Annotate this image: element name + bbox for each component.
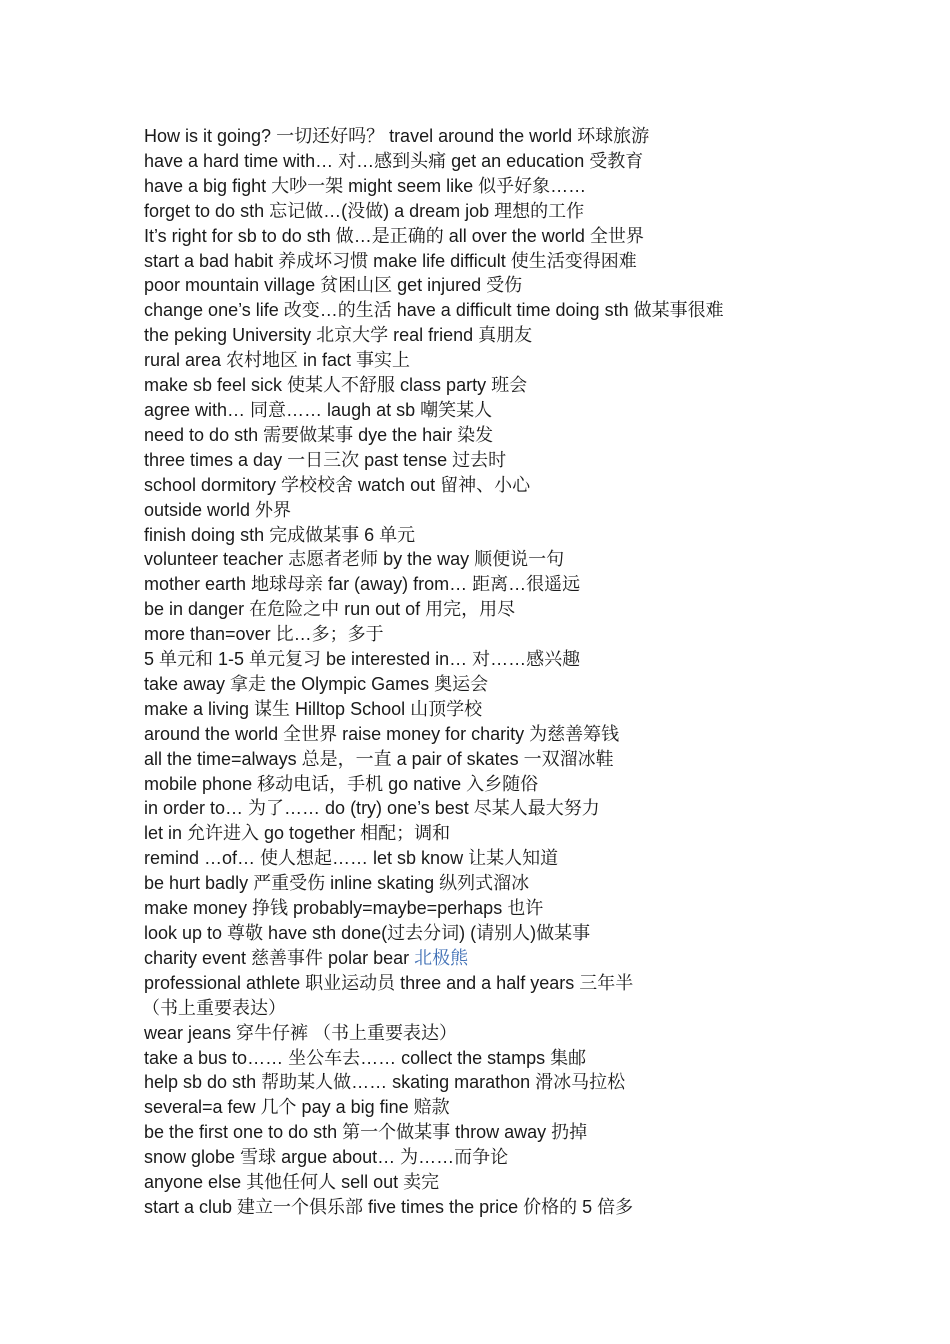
- text-line: volunteer teacher 志愿者老师 by the way 顺便说一句: [144, 549, 565, 570]
- text-line: change one’s life 改变…的生活 have a difficult time doing sth 做某事很难: [144, 300, 724, 321]
- text-line: How is it going? 一切还好吗？ travel around the world 环球旅游: [144, 126, 650, 146]
- text-line: rural area 农村地区 in fact 事实上: [144, 350, 411, 371]
- text-line: be the first one to do sth 第一个做某事 throw away 扔掉: [144, 1122, 588, 1143]
- text-line: make a living 谋生 Hilltop School 山顶学校: [144, 698, 483, 719]
- text-line: start a bad habit 养成坏习惯 make life difficult 使生活变得困难: [144, 250, 637, 271]
- text-line: need to do sth 需要做某事 dye the hair 染发: [144, 424, 494, 445]
- text-line: agree with… 同意…… laugh at sb 嘲笑某人: [144, 399, 493, 420]
- text-line: professional athlete 职业运动员 three and a half years 三年半: [144, 972, 634, 993]
- text-line: be in danger 在危险之中 run out of 用完，用尽: [144, 599, 516, 620]
- text-line: finish doing sth 完成做某事 6 单元: [144, 524, 416, 545]
- text-line: anyone else 其他任何人 sell out 卖完: [144, 1172, 440, 1193]
- text-line: have a hard time with… 对…感到头痛 get an education 受教育: [144, 150, 644, 171]
- text-line: make money 挣钱 probably=maybe=perhaps 也许: [144, 898, 544, 919]
- text-line: help sb do sth 帮助某人做…… skating marathon 滑冰马拉松: [144, 1072, 626, 1093]
- text-line: the peking University 北京大学 real friend 真朋友: [144, 325, 533, 346]
- text-line: wear jeans 穿牛仔裤 （书上重要表达）: [144, 1022, 458, 1043]
- text-line: have a big fight 大吵一架 might seem like 似乎好象……: [144, 175, 587, 196]
- text-line: more than=over 比…多；多于: [144, 624, 384, 645]
- text-line: in order to… 为了…… do (try) one’s best 尽某人最大努力: [144, 798, 600, 819]
- text-line: 5 单元和 1-5 单元复习 be interested in… 对……感兴趣: [144, 649, 581, 670]
- text-line: forget to do sth 忘记做…(没做) a dream job 理想的工作: [144, 200, 585, 221]
- text-line: look up to 尊敬 have sth done(过去分词) (请别人)做某事: [144, 923, 591, 943]
- text-line: remind …of… 使人想起…… let sb know 让某人知道: [144, 848, 559, 869]
- line-text: charity event 慈善事件 polar bear: [144, 947, 415, 968]
- text-line: three times a day 一日三次 past tense 过去时: [144, 449, 507, 470]
- vocabulary-list: [144, 124, 794, 1220]
- text-line-with-highlight: [144, 946, 794, 971]
- text-line: several=a few 几个 pay a big fine 赔款: [144, 1097, 450, 1118]
- text-line: start a club 建立一个俱乐部 five times the price 价格的 5 倍多: [144, 1196, 634, 1217]
- text-line: make sb feel sick 使某人不舒服 class party 班会: [144, 375, 528, 396]
- text-line: outside world 外界: [144, 499, 292, 520]
- text-line: school dormitory 学校校舍 watch out 留神、小心: [144, 474, 531, 495]
- text-line: let in 允许进入 go together 相配；调和: [144, 823, 451, 844]
- text-line: It’s right for sb to do sth 做…是正确的 all over the world 全世界: [144, 225, 644, 246]
- text-line: take a bus to…… 坐公车去…… collect the stamps 集邮: [144, 1047, 587, 1068]
- text-line: snow globe 雪球 argue about… 为……而争论: [144, 1147, 509, 1168]
- text-line: around the world 全世界 raise money for charity 为慈善筹钱: [144, 723, 620, 744]
- text-line: be hurt badly 严重受伤 inline skating 纵列式溜冰: [144, 873, 530, 894]
- text-line: all the time=always 总是，一直 a pair of skates 一双溜冰鞋: [144, 748, 614, 769]
- text-line: mother earth 地球母亲 far (away) from… 距离…很遥远: [144, 574, 581, 595]
- text-line: take away 拿走 the Olympic Games 奥运会: [144, 673, 489, 694]
- text-line: poor mountain village 贫困山区 get injured 受伤: [144, 275, 523, 296]
- text-line: mobile phone 移动电话，手机 go native 入乡随俗: [144, 773, 539, 794]
- highlighted-term: 北极熊: [414, 947, 469, 968]
- text-line-continuation: （书上重要表达）: [142, 997, 286, 1018]
